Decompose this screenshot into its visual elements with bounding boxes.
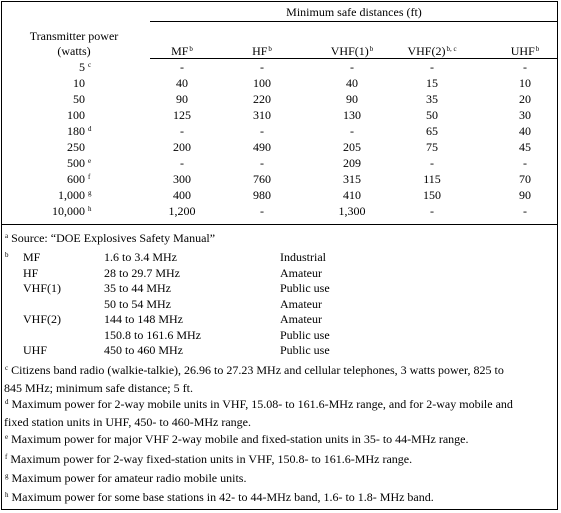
cell-hf: -	[260, 124, 264, 138]
row-power-value: 10,000	[52, 204, 85, 218]
cell-vhf2: 150	[423, 188, 441, 202]
cell-uhf: -	[523, 156, 527, 170]
row-power-value: 50	[73, 92, 85, 106]
cell-vhf1: 1,300	[338, 204, 366, 218]
cell-vhf2: 15	[426, 76, 438, 90]
band-range: 1.6 to 3.4 MHz	[104, 250, 177, 264]
band-range: 50 to 54 MHz	[104, 296, 171, 311]
footnote-h: $^h$ Maximum power for some base stations in 42- to 44-MHz band, 1.6- to 1.8- MHz band.	[5, 490, 434, 504]
cell-vhf1: -	[350, 60, 354, 74]
footnote-f: $^f$ Maximum power for 2-way fixed-station units in VHF, 150.8- to 161.6-MHz range.	[5, 452, 413, 466]
cell-mf: 200	[173, 140, 191, 154]
cell-hf: 220	[253, 92, 271, 106]
row-power	[0, 60, 85, 74]
cell-uhf: 40	[519, 124, 531, 138]
cell-vhf1: 410	[343, 188, 361, 202]
row-power-value: 10	[73, 76, 85, 90]
band-range: 150.8 to 161.6 MHz	[104, 327, 201, 342]
row-power	[0, 172, 85, 186]
cell-vhf2: -	[430, 156, 434, 170]
column-header-rule	[150, 58, 558, 59]
cell-mf: 40	[176, 76, 188, 90]
cell-mf: 1,200	[168, 204, 196, 218]
row-power	[0, 156, 85, 170]
column-header-label: UHF	[510, 44, 535, 58]
cell-hf: 490	[253, 140, 271, 154]
band-name: VHF(1)	[23, 281, 61, 295]
row-power-footnote-mark	[87, 60, 91, 76]
band-name: VHF(2)	[23, 312, 61, 326]
row-power	[0, 108, 85, 122]
footnote-g: $^g$ Maximum power for amateur radio mobile units.	[5, 471, 247, 485]
cell-hf: -	[260, 156, 264, 170]
row-power	[0, 188, 85, 202]
power-header-line1: Transmitter power	[29, 29, 119, 43]
cell-uhf: -	[523, 204, 527, 218]
cell-mf: -	[180, 60, 184, 74]
row-power-value: 500	[67, 156, 85, 170]
cell-vhf2: 115	[423, 172, 441, 186]
cell-hf: 310	[253, 108, 271, 122]
cell-hf: -	[260, 60, 264, 74]
row-power-footnote-mark	[87, 108, 88, 124]
cell-vhf2: 50	[426, 108, 438, 122]
footnote-c: $^c$ Citizens band radio (walkie-talkie), 26.96 to 27.23 MHz and cellular telephones, 3 watts power, 825 to 845 MHz; minimum safe distance; 5 ft.	[4, 363, 504, 395]
row-power-footnote-mark	[87, 124, 92, 140]
power-header-line2: (watts)	[57, 44, 91, 58]
row-power-value: 600	[67, 172, 85, 186]
cell-mf: -	[180, 124, 184, 138]
band-name: MF	[23, 250, 41, 264]
band-name: UHF	[23, 343, 48, 357]
footnote-a: $^a$ Source: “DOE Explosives Safety Manual”	[5, 231, 216, 245]
cell-mf: 125	[173, 108, 191, 122]
row-power-value: 5	[79, 60, 85, 74]
band-use: Amateur	[280, 296, 322, 311]
cell-hf: 100	[253, 76, 271, 90]
column-header-footnote-mark: b	[535, 45, 540, 53]
cell-vhf1: 315	[343, 172, 361, 186]
cell-uhf: 90	[519, 188, 531, 202]
cell-vhf2: 35	[426, 92, 438, 106]
row-power-value: 250	[67, 140, 85, 154]
band-range: 450 to 460 MHz	[104, 343, 183, 357]
row-power-footnote-mark	[87, 140, 88, 156]
cell-uhf: -	[523, 60, 527, 74]
row-power	[0, 124, 85, 138]
cell-uhf: 45	[519, 140, 531, 154]
cell-hf: 760	[253, 172, 271, 186]
column-header-footnote-mark: b	[189, 45, 193, 53]
band-use: Industrial	[280, 250, 326, 264]
cell-mf: -	[180, 156, 184, 170]
column-header-label: VHF(2)	[407, 44, 446, 58]
footnote-b-sup: b	[5, 251, 9, 259]
footnote-e: $^e$ Maximum power for major VHF 2-way mobile and fixed-station units in 35- to 44-MHz range.	[5, 432, 469, 446]
cell-vhf1: 130	[343, 108, 361, 122]
cell-vhf2: -	[430, 204, 434, 218]
cell-vhf2: -	[430, 60, 434, 74]
cell-hf: -	[260, 204, 264, 218]
cell-vhf1: 209	[343, 156, 361, 170]
column-header-footnote-mark: b	[369, 45, 374, 53]
group-title-rule	[150, 21, 558, 22]
cell-uhf: 30	[519, 108, 531, 122]
band-use: Amateur	[280, 312, 322, 326]
band-use: Public use	[280, 327, 330, 342]
row-footnote-sup: e	[88, 157, 92, 165]
cell-hf: 980	[253, 188, 271, 202]
cell-vhf2: 65	[426, 124, 438, 138]
column-header-footnote-mark: b	[268, 45, 272, 53]
row-footnote-sup: f	[88, 173, 91, 181]
cell-vhf1: 40	[346, 76, 358, 90]
column-header-label: VHF(1)	[330, 44, 369, 58]
cell-vhf1: 205	[343, 140, 361, 154]
row-power-value: 100	[67, 108, 85, 122]
row-footnote-sup: g	[88, 189, 92, 197]
cell-mf: 90	[176, 92, 188, 106]
row-power-value: 1,000	[58, 188, 85, 202]
column-group-title: Minimum safe distances (ft)	[286, 5, 422, 19]
footnote-d: $^d$ Maximum power for 2-way mobile units in VHF, 15.08- to 161.6-MHz range, and for 2-way mobile and fixed station units in UHF, 450- to 460-MHz range.	[4, 397, 513, 429]
band-use: Public use	[280, 343, 330, 357]
column-header-footnote-mark: b, c	[446, 45, 457, 53]
row-power-footnote-mark	[87, 204, 92, 220]
row-power-footnote-mark	[87, 76, 88, 92]
row-footnote-sup: h	[88, 205, 92, 213]
cell-vhf1: -	[350, 124, 354, 138]
row-power-footnote-mark	[87, 172, 90, 188]
band-range: 35 to 44 MHz	[104, 281, 171, 295]
row-power-footnote-mark	[87, 156, 91, 172]
cell-vhf2: 75	[426, 140, 438, 154]
band-range: 28 to 29.7 MHz	[104, 265, 180, 280]
cell-uhf: 20	[519, 92, 531, 106]
cell-mf: 300	[173, 172, 191, 186]
row-footnote-sup: c	[88, 61, 92, 69]
row-power-value: 180	[67, 124, 85, 138]
band-use: Public use	[280, 281, 330, 295]
row-power	[0, 76, 85, 90]
cell-uhf: 70	[519, 172, 531, 186]
column-header-label: HF	[252, 44, 268, 58]
row-power-footnote-mark	[87, 92, 88, 108]
footnote-b-mark	[4, 250, 9, 266]
band-range: 144 to 148 MHz	[104, 312, 183, 326]
table-bottom-rule	[2, 224, 558, 225]
row-power	[0, 204, 85, 218]
cell-mf: 400	[173, 188, 191, 202]
band-name: HF	[23, 265, 39, 280]
row-power	[0, 140, 85, 154]
row-power-footnote-mark	[87, 188, 92, 204]
cell-uhf: 10	[519, 76, 531, 90]
cell-vhf1: 90	[346, 92, 358, 106]
row-footnote-sup: d	[88, 125, 92, 133]
row-power	[0, 92, 85, 106]
band-use: Amateur	[280, 265, 322, 280]
column-header-label: MF	[171, 44, 189, 58]
